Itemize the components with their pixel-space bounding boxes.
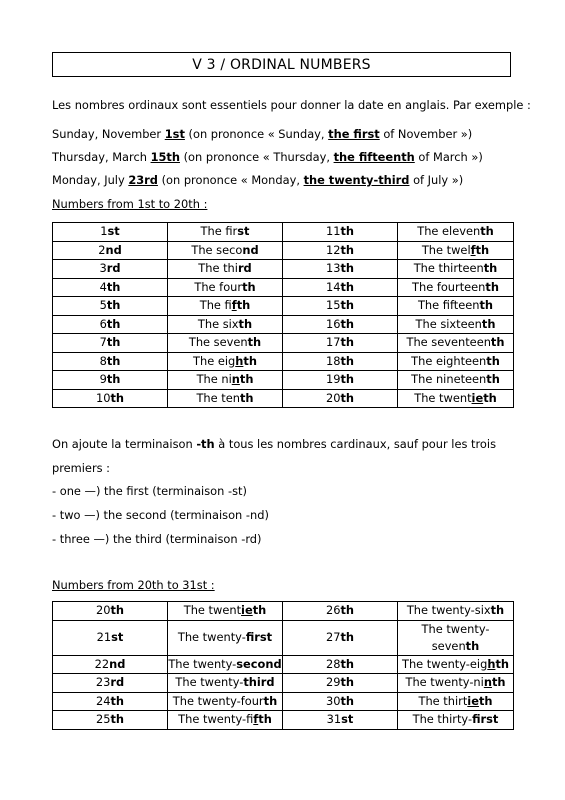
word: The ten (196, 390, 240, 405)
word: The fir (200, 224, 238, 239)
word: The twenty-four (172, 693, 264, 708)
suffix: th (340, 298, 355, 313)
number: 4 (99, 279, 107, 294)
word: The twent (414, 390, 472, 405)
number: 10 (95, 390, 111, 405)
number: 27 (325, 630, 341, 644)
word: The eighteen (411, 353, 487, 368)
example-number: 23rd (128, 173, 158, 187)
suffix: th (340, 353, 355, 368)
spelling-change: f (231, 298, 237, 313)
example-phrase: the twenty-third (303, 173, 410, 187)
word: The thi (198, 261, 238, 276)
ordinal-number-cell (283, 352, 398, 371)
suffix: th (340, 675, 355, 690)
suffix: th (106, 298, 121, 313)
ordinal-number-cell (53, 389, 168, 408)
suffix: th (106, 372, 121, 387)
table-row (53, 241, 514, 260)
ordinal-word-cell (168, 674, 283, 693)
spelling-change: h (487, 656, 496, 671)
example-line (52, 150, 522, 164)
suffix: st (341, 712, 354, 727)
word: The fifteen (417, 298, 480, 313)
ordinal-number-cell (53, 371, 168, 390)
example-text: Sunday, November (52, 127, 165, 141)
number: 7 (99, 335, 107, 350)
number: 24 (95, 693, 111, 708)
suffix: rd (110, 675, 125, 690)
ordinal-word-cell (168, 241, 283, 260)
word: The twenty-fi (178, 712, 254, 727)
ordinal-number-cell (283, 602, 398, 621)
number: 19 (325, 372, 341, 387)
ordinal-word-cell (168, 334, 283, 353)
word: The six (197, 316, 239, 331)
ordinal-number-cell (53, 297, 168, 316)
ordinal-number-cell (283, 389, 398, 408)
example-text: of July ») (409, 173, 464, 187)
ordinal-number-cell (53, 334, 168, 353)
suffix: th (483, 390, 497, 405)
word: The nineteen (411, 372, 487, 387)
suffix: th (490, 335, 505, 350)
ordinal-word-cell (398, 692, 514, 711)
ordinal-word-cell (398, 602, 514, 621)
suffix: th (236, 298, 251, 313)
suffix: th (479, 298, 494, 313)
exception-item: - one —) the first (terminaison -st) (52, 484, 247, 498)
number: 2 (98, 242, 106, 257)
example-text: Monday, July (52, 173, 129, 187)
ordinal-number-cell (283, 278, 398, 297)
number: 20 (95, 603, 111, 618)
number: 26 (325, 603, 341, 618)
suffix: th (486, 372, 500, 387)
spelling-change: n (231, 372, 240, 387)
ordinal-number-cell (53, 711, 168, 730)
page-title: V 3 / ORDINAL NUMBERS (52, 52, 511, 77)
number: 25 (95, 712, 111, 727)
spelling-change: h (235, 353, 244, 368)
word: The twenty-six (406, 603, 491, 618)
rule-suffix: -th (196, 437, 215, 451)
ordinal-word-cell (168, 602, 283, 621)
suffix: th (486, 353, 500, 368)
ordinal-number-cell (283, 711, 398, 730)
word: The twenty- (175, 675, 244, 690)
suffix: th (340, 335, 355, 350)
table2-heading: Numbers from 20th to 31st : (52, 578, 215, 592)
ordinal-number-cell (283, 241, 398, 260)
number: 6 (99, 316, 107, 331)
ordinal-word-cell (398, 389, 514, 408)
ordinal-word-cell (398, 334, 514, 353)
ordinal-word-cell (398, 352, 514, 371)
word: The fourteen (412, 279, 486, 294)
example-text: (on prononce « Sunday, (184, 127, 329, 141)
ordinal-number-cell (283, 655, 398, 674)
ordinal-number-cell (53, 315, 168, 334)
suffix: th (340, 316, 355, 331)
suffix: th (340, 372, 355, 387)
suffix: th (239, 390, 254, 405)
ordinal-number-cell (53, 674, 168, 693)
word: The twel (421, 242, 471, 257)
suffix: th (340, 656, 355, 671)
suffix: th (340, 224, 355, 239)
suffix: th (340, 693, 355, 708)
suffix: th (495, 656, 509, 671)
word: The twenty- (168, 656, 237, 671)
suffix: th (485, 279, 499, 294)
number: 22 (94, 656, 110, 671)
ordinal-number-cell (53, 620, 168, 655)
example-text: of November ») (379, 127, 473, 141)
exception-item: - three —) the third (terminaison -rd) (52, 532, 262, 546)
ordinal-word-cell (168, 315, 283, 334)
rule-text: à tous les nombres cardinaux, sauf pour les trois (214, 437, 496, 451)
ordinal-word-cell (168, 692, 283, 711)
ordinal-word-cell (168, 297, 283, 316)
suffix: th (238, 316, 253, 331)
ordinal-number-cell (53, 223, 168, 242)
table-row (53, 655, 514, 674)
spelling-change: f (470, 242, 476, 257)
example-number: 15th (150, 150, 180, 164)
suffix: nd (109, 656, 126, 671)
word: The thirt (418, 693, 468, 708)
ordinal-number-cell (283, 371, 398, 390)
ordinal-word-cell (398, 674, 514, 693)
word: The ni (196, 372, 232, 387)
spelling-change: ie (241, 603, 253, 618)
suffix: th (239, 372, 254, 387)
suffix: th (106, 279, 121, 294)
word: The seven (188, 335, 248, 350)
ordinal-word-cell (398, 297, 514, 316)
suffix: nd (105, 242, 122, 257)
suffix: th (106, 316, 121, 331)
ordinal-word-cell (398, 655, 514, 674)
number: 15 (325, 298, 341, 313)
example-line (52, 173, 522, 187)
ordinal-number-cell (53, 278, 168, 297)
number: 29 (325, 675, 341, 690)
number: 28 (325, 656, 341, 671)
ordinal-number-cell (283, 260, 398, 279)
ordinal-word-cell (168, 711, 283, 730)
suffix: th (483, 261, 498, 276)
suffix: th (258, 712, 272, 727)
ordinal-word-cell (168, 389, 283, 408)
word: The four (194, 279, 243, 294)
suffix: th (110, 603, 125, 618)
example-number: 1st (164, 127, 185, 141)
number: 31 (326, 712, 342, 727)
ordinal-number-cell (283, 692, 398, 711)
number: 16 (325, 316, 341, 331)
example-text: (on prononce « Thursday, (179, 150, 334, 164)
suffix: th (340, 603, 355, 618)
suffix: th (340, 630, 355, 644)
table-row (53, 389, 514, 408)
number: 13 (325, 261, 341, 276)
suffix: third (243, 675, 275, 690)
suffix: th (481, 316, 496, 331)
suffix: th (340, 242, 355, 257)
suffix: th (490, 603, 505, 618)
ordinal-word-cell (168, 223, 283, 242)
word: The seco (191, 242, 243, 257)
word: The twent (183, 603, 242, 618)
table-row (53, 278, 514, 297)
rule-line-2: premiers : (52, 461, 111, 475)
ordinal-word-cell (398, 371, 514, 390)
suffix: first (245, 630, 273, 644)
suffix: first (472, 712, 499, 727)
word: The thirteen (413, 261, 484, 276)
ordinal-number-cell (53, 241, 168, 260)
table-row (53, 297, 514, 316)
suffix: th (263, 693, 278, 708)
number: 3 (99, 261, 107, 276)
rule-line (52, 437, 522, 451)
table1-heading: Numbers from 1st to 20th : (52, 197, 208, 211)
ordinal-number-cell (53, 260, 168, 279)
suffix: th (478, 693, 493, 708)
suffix: th (243, 353, 257, 368)
ordinal-word-cell (168, 278, 283, 297)
ordinal-word-cell (168, 352, 283, 371)
ordinal-table-1 (52, 222, 514, 408)
spelling-change: f (253, 712, 259, 727)
word: The thirty- (412, 712, 473, 727)
number: 11 (325, 224, 341, 239)
ordinal-word-cell (398, 241, 514, 260)
spelling-change: n (483, 675, 492, 690)
ordinal-table-2 (52, 601, 514, 730)
table-row (53, 334, 514, 353)
word: The twenty-ni (405, 675, 484, 690)
ordinal-number-cell (283, 315, 398, 334)
ordinal-word-cell (168, 655, 283, 674)
ordinal-number-cell (283, 674, 398, 693)
table-row (53, 223, 514, 242)
ordinal-number-cell (283, 620, 398, 655)
word: The eig (193, 353, 236, 368)
suffix: th (480, 224, 494, 239)
number: 1 (100, 224, 108, 239)
number: 8 (99, 353, 107, 368)
suffix: st (237, 224, 250, 239)
word: The twenty-eig (401, 656, 488, 671)
ordinal-word-cell (398, 278, 514, 297)
table-row (53, 260, 514, 279)
suffix: th (106, 353, 121, 368)
table-row (53, 315, 514, 334)
ordinal-word-cell (398, 260, 514, 279)
ordinal-word-cell (398, 315, 514, 334)
table-row (53, 352, 514, 371)
ordinal-number-cell (53, 602, 168, 621)
example-text: (on prononce « Monday, (157, 173, 304, 187)
word: The sixteen (415, 316, 482, 331)
number: 20 (325, 390, 341, 405)
number: 30 (325, 693, 341, 708)
ordinal-number-cell (283, 223, 398, 242)
number: 23 (95, 675, 111, 690)
suffix: second (236, 656, 282, 671)
ordinal-word-cell (168, 371, 283, 390)
word: The twenty- (177, 630, 246, 644)
table-row (53, 602, 514, 621)
suffix: nd (242, 242, 259, 257)
ordinal-number-cell (53, 655, 168, 674)
ordinal-word-cell (398, 223, 514, 242)
suffix: th (252, 603, 267, 618)
number: 18 (325, 353, 341, 368)
spelling-change: ie (471, 390, 484, 405)
table-row (53, 711, 514, 730)
ordinal-word-cell (168, 260, 283, 279)
ordinal-number-cell (283, 334, 398, 353)
example-line (52, 127, 522, 141)
word: The twenty-seven (421, 621, 490, 653)
ordinal-number-cell (53, 692, 168, 711)
table-row (53, 692, 514, 711)
suffix: th (247, 335, 262, 350)
number: 9 (99, 372, 107, 387)
ordinal-word-cell (168, 620, 283, 655)
number: 5 (99, 298, 107, 313)
example-phrase: the fifteenth (333, 150, 415, 164)
table-row (53, 620, 514, 655)
exception-item: - two —) the second (terminaison -nd) (52, 508, 269, 522)
suffix: th (242, 279, 256, 294)
ordinal-number-cell (283, 297, 398, 316)
intro-text: Les nombres ordinaux sont essentiels pour donner la date en anglais. Par exemple : (52, 98, 531, 112)
word: The fi (199, 298, 232, 313)
number: 12 (325, 242, 341, 257)
suffix: st (107, 224, 120, 239)
suffix: th (110, 693, 125, 708)
suffix: st (111, 630, 124, 644)
suffix: th (491, 675, 506, 690)
number: 14 (325, 279, 341, 294)
suffix: th (110, 390, 125, 405)
number: 21 (96, 630, 112, 644)
word: The eleven (417, 224, 481, 239)
table-row (53, 371, 514, 390)
suffix: th (465, 638, 480, 653)
number: 17 (325, 335, 341, 350)
example-phrase: the first (328, 127, 380, 141)
suffix: th (340, 279, 355, 294)
table-row (53, 674, 514, 693)
spelling-change: ie (467, 693, 479, 708)
suffix: th (110, 712, 125, 727)
suffix: rd (106, 261, 121, 276)
suffix: th (475, 242, 490, 257)
rule-text: On ajoute la terminaison (52, 437, 197, 451)
suffix: rd (237, 261, 252, 276)
example-text: Thursday, March (52, 150, 151, 164)
word: The seventeen (406, 335, 491, 350)
ordinal-word-cell (398, 620, 514, 655)
suffix: th (106, 335, 121, 350)
example-text: of March ») (414, 150, 483, 164)
ordinal-number-cell (53, 352, 168, 371)
suffix: th (340, 261, 355, 276)
ordinal-word-cell (398, 711, 514, 730)
suffix: th (340, 390, 355, 405)
